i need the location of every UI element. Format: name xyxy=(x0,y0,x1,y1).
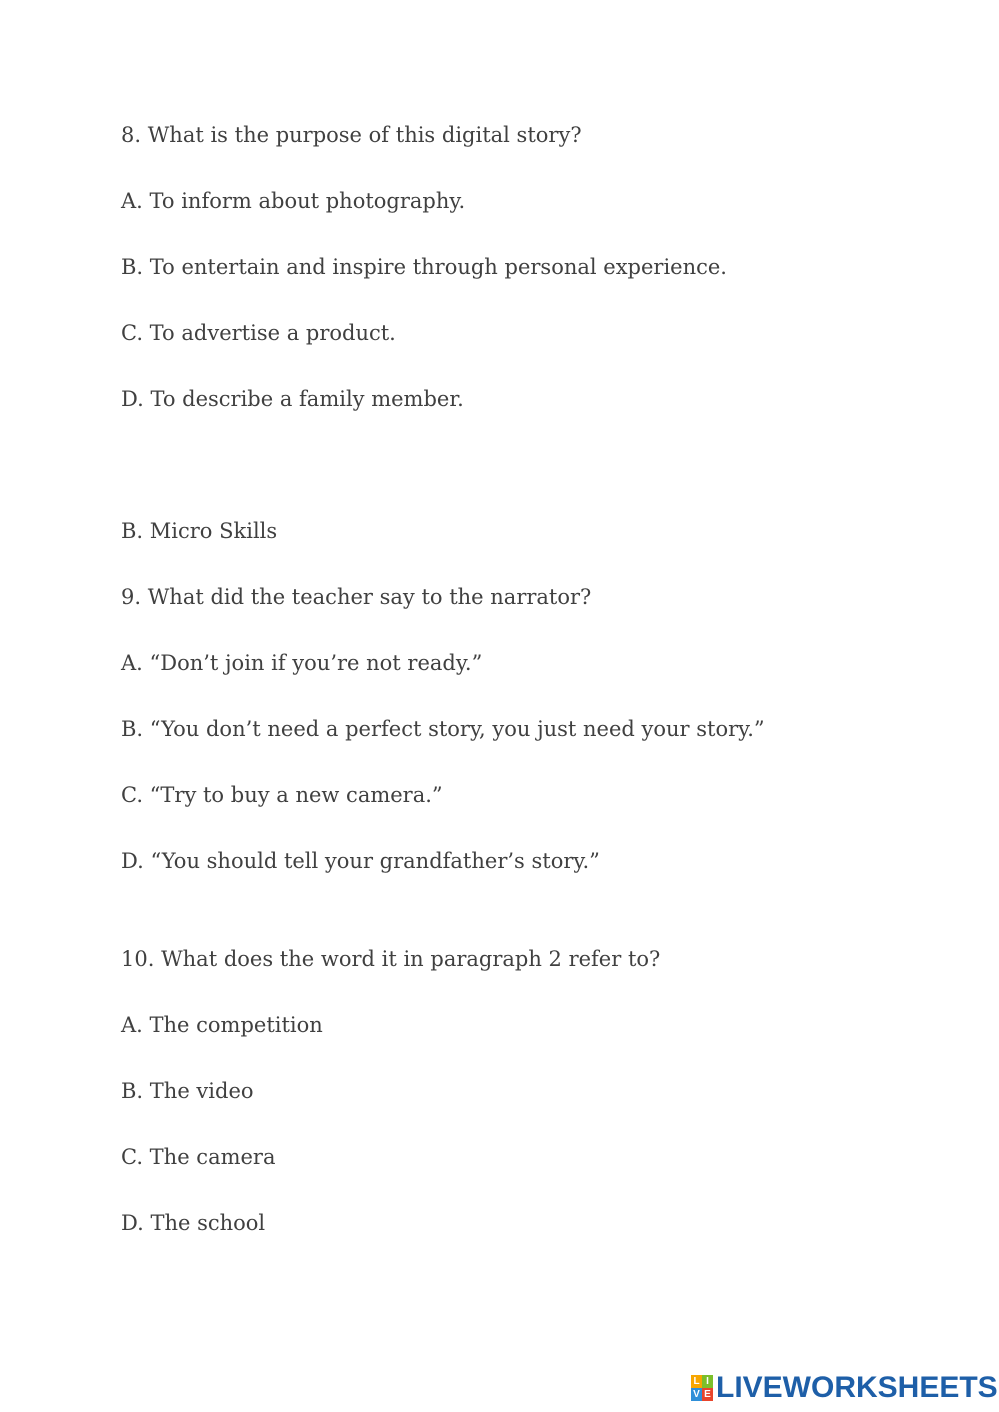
liveworksheets-wordmark: LIVEWORKSHEETS xyxy=(716,1371,998,1404)
question-10-option-a: A. The competition xyxy=(121,1013,323,1037)
logo-letter-v: V xyxy=(691,1388,702,1401)
question-9-option-d: D. “You should tell your grandfather’s story.” xyxy=(121,849,600,873)
question-10-option-c: C. The camera xyxy=(121,1145,276,1169)
logo-letter-i: I xyxy=(702,1375,713,1388)
question-9-option-a: A. “Don’t join if you’re not ready.” xyxy=(121,651,483,675)
question-10-option-b: B. The video xyxy=(121,1079,254,1103)
question-9-text: 9. What did the teacher say to the narrator? xyxy=(121,585,592,609)
logo-letter-l: L xyxy=(691,1375,702,1388)
liveworksheets-icon xyxy=(691,1375,713,1401)
question-9-option-c: C. “Try to buy a new camera.” xyxy=(121,783,443,807)
question-8-option-a: A. To inform about photography. xyxy=(121,189,466,213)
question-8-text: 8. What is the purpose of this digital story? xyxy=(121,123,582,147)
question-10-option-d: D. The school xyxy=(121,1211,266,1235)
question-10-text: 10. What does the word it in paragraph 2 refer to? xyxy=(121,947,661,971)
question-8-option-c: C. To advertise a product. xyxy=(121,321,396,345)
question-8-option-d: D. To describe a family member. xyxy=(121,387,464,411)
question-8-option-b: B. To entertain and inspire through personal experience. xyxy=(121,255,727,279)
liveworksheets-logo xyxy=(691,1372,998,1404)
question-9-option-b: B. “You don’t need a perfect story, you just need your story.” xyxy=(121,717,765,741)
section-heading: B. Micro Skills xyxy=(121,519,278,543)
logo-letter-e: E xyxy=(702,1388,713,1401)
